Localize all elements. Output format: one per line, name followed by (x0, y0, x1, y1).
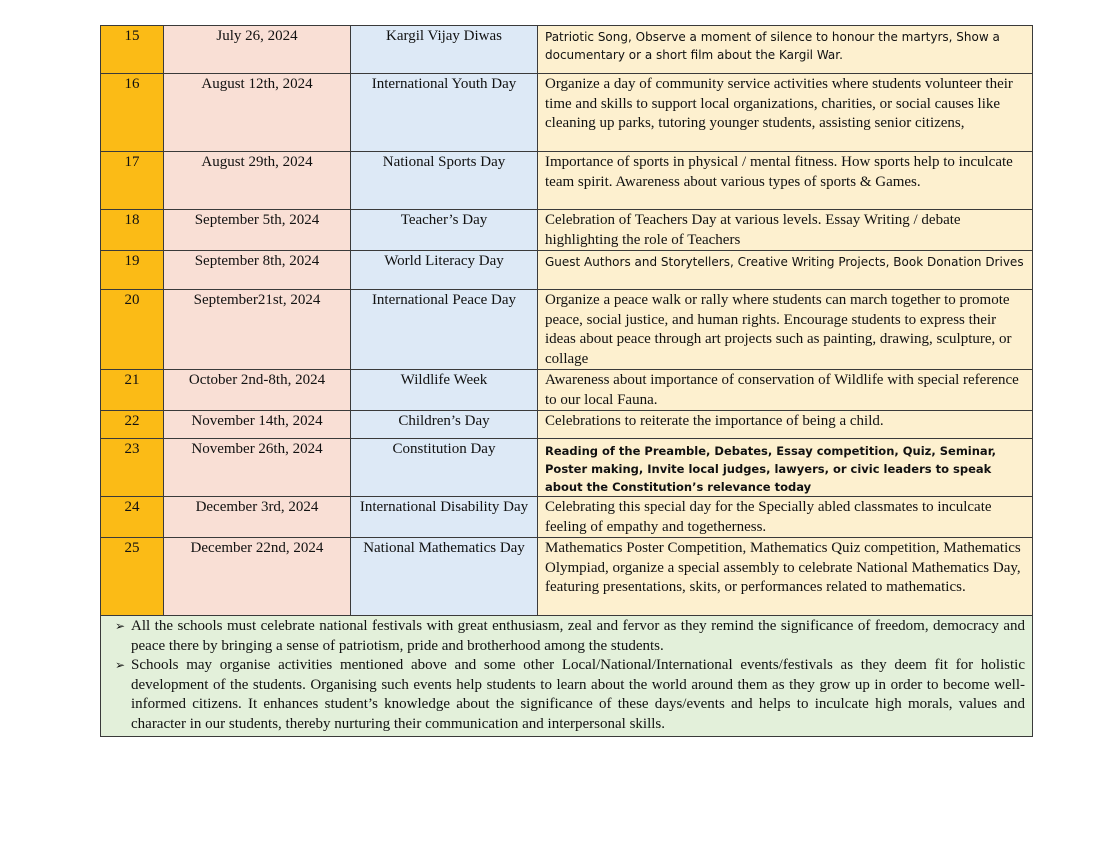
event-name: Children’s Day (351, 411, 538, 439)
event-activities: Importance of sports in physical / mental fitness. How sports help to inculcate team spirit. Awareness about various types of sports & Games. (538, 152, 1033, 210)
table-row (101, 74, 1033, 152)
event-date: November 26th, 2024 (164, 439, 351, 497)
row-number: 16 (101, 74, 164, 152)
row-number: 18 (101, 210, 164, 251)
row-number: 23 (101, 439, 164, 497)
table-row (101, 411, 1033, 439)
event-activities: Mathematics Poster Competition, Mathematics Quiz competition, Mathematics Olympiad, organize a special assembly to celebrate National Mathematics Day, featuring presentations, skits, or performances related to mathematics. (538, 538, 1033, 616)
events-table (100, 25, 1033, 737)
event-activities: Celebrations to reiterate the importance of being a child. (538, 411, 1033, 439)
table-row (101, 251, 1033, 290)
event-date: December 3rd, 2024 (164, 497, 351, 538)
row-number: 19 (101, 251, 164, 290)
event-activities: Patriotic Song, Observe a moment of silence to honour the martyrs, Show a documentary or a short film about the Kargil War. (538, 26, 1033, 74)
event-date: September 5th, 2024 (164, 210, 351, 251)
event-name: Kargil Vijay Diwas (351, 26, 538, 74)
row-number: 24 (101, 497, 164, 538)
event-date: September21st, 2024 (164, 290, 351, 370)
event-date: September 8th, 2024 (164, 251, 351, 290)
event-activities: Organize a day of community service activities where students volunteer their time and skills to support local organizations, charities, or social causes like cleaning up parks, tutoring younger students, assisting senior citizens, (538, 74, 1033, 152)
notes-row (101, 616, 1033, 737)
event-date: October 2nd-8th, 2024 (164, 370, 351, 411)
row-number: 17 (101, 152, 164, 210)
table-row (101, 152, 1033, 210)
event-name: Constitution Day (351, 439, 538, 497)
event-activities: Celebrating this special day for the Specially abled classmates to inculcate feeling of empathy and togetherness. (538, 497, 1033, 538)
row-number: 21 (101, 370, 164, 411)
notes-cell (101, 616, 1033, 737)
event-activities: Awareness about importance of conservation of Wildlife with special reference to our local Fauna. (538, 370, 1033, 411)
event-date: August 12th, 2024 (164, 74, 351, 152)
note-item (115, 617, 1025, 656)
table-row (101, 370, 1033, 411)
event-name: International Disability Day (351, 497, 538, 538)
row-number: 20 (101, 290, 164, 370)
table-row (101, 26, 1033, 74)
event-name: National Mathematics Day (351, 538, 538, 616)
event-name: Wildlife Week (351, 370, 538, 411)
row-number: 22 (101, 411, 164, 439)
event-date: July 26, 2024 (164, 26, 351, 74)
event-name: International Peace Day (351, 290, 538, 370)
arrow-bullet-icon: ➢ (115, 658, 126, 672)
event-activities: Reading of the Preamble, Debates, Essay competition, Quiz, Seminar, Poster making, Invite local judges, lawyers, or civic leaders to speak about the Constitution’s relevance today (538, 439, 1033, 497)
table-row (101, 290, 1033, 370)
table-row (101, 538, 1033, 616)
event-date: November 14th, 2024 (164, 411, 351, 439)
table-row (101, 210, 1033, 251)
table-row (101, 439, 1033, 497)
event-date: December 22nd, 2024 (164, 538, 351, 616)
row-number: 25 (101, 538, 164, 616)
event-activities: Celebration of Teachers Day at various levels. Essay Writing / debate highlighting the role of Teachers (538, 210, 1033, 251)
event-date: August 29th, 2024 (164, 152, 351, 210)
note-item (115, 656, 1025, 734)
event-name: Teacher’s Day (351, 210, 538, 251)
table-row (101, 497, 1033, 538)
event-name: National Sports Day (351, 152, 538, 210)
note-text: All the schools must celebrate national festivals with great enthusiasm, zeal and fervor as they remind the significance of freedom, democracy and peace there by bringing a sense of patriotism, pride and brotherhood among the students. (131, 618, 1025, 654)
note-text: Schools may organise activities mentioned above and some other Local/National/International events/festivals as they deem fit for holistic development of the students. Organising such events help students to learn about the world around them as they grow up in order to become well-informed citizens. It enhances student’s knowledge about the significance of these days/events and helps to inculcate high morals, values and character in our students, thereby nurturing their communication and interpersonal skills. (131, 657, 1025, 732)
event-activities: Organize a peace walk or rally where students can march together to promote peace, social justice, and human rights. Encourage students to express their ideas about peace through art projects such as painting, drawing, sculpture, or collage (538, 290, 1033, 370)
event-name: International Youth Day (351, 74, 538, 152)
event-name: World Literacy Day (351, 251, 538, 290)
event-activities: Guest Authors and Storytellers, Creative Writing Projects, Book Donation Drives (538, 251, 1033, 290)
arrow-bullet-icon: ➢ (115, 619, 126, 633)
row-number: 15 (101, 26, 164, 74)
